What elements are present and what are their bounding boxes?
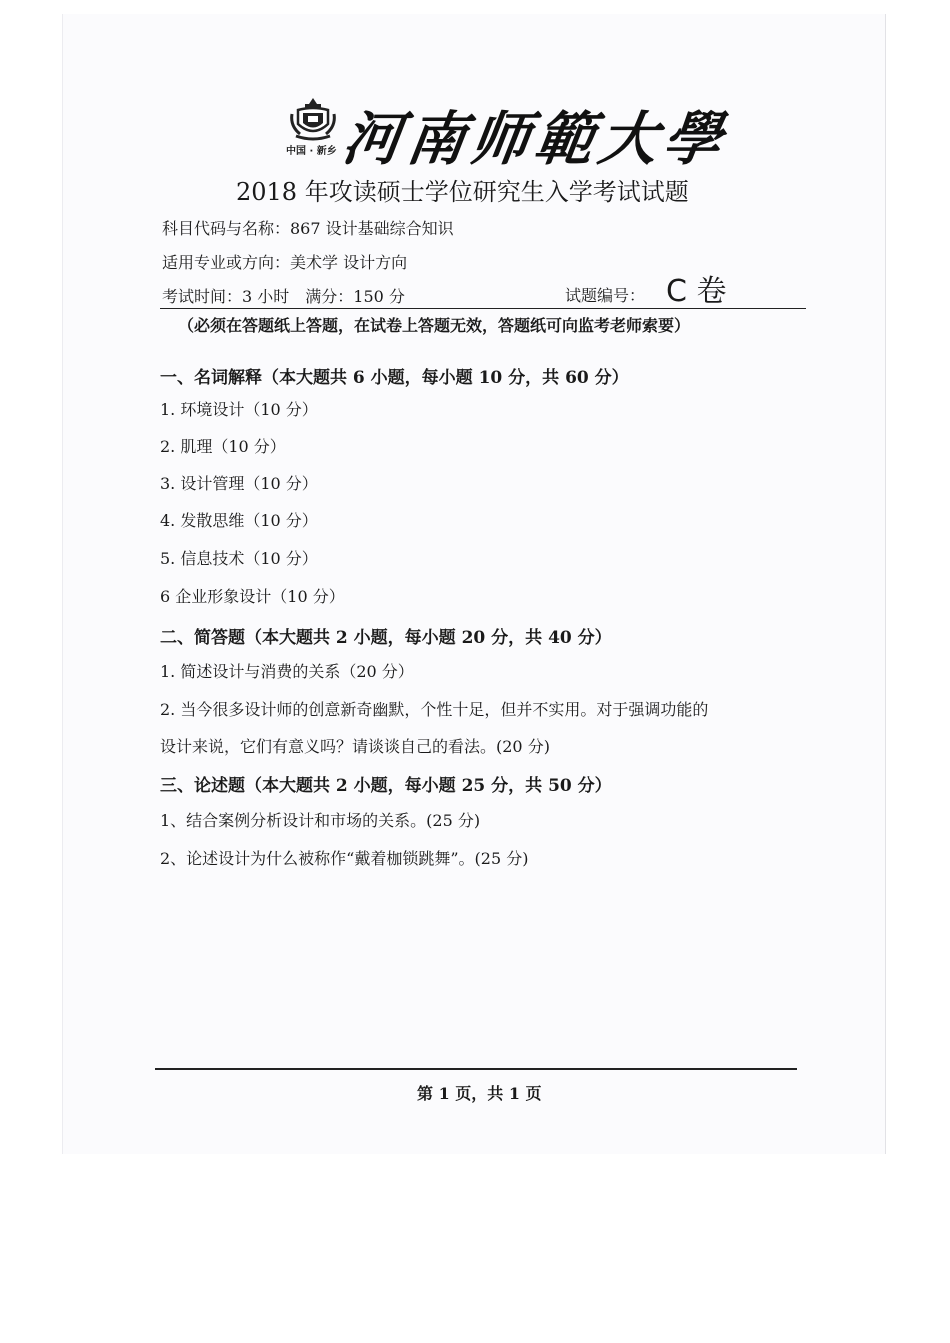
logo-caption: 中国 · 新乡: [286, 146, 337, 157]
question-item: 3. 设计管理（10 分）: [160, 474, 318, 493]
paper-number-label: 试题编号：: [565, 286, 646, 305]
question-item: 5. 信息技术（10 分）: [160, 549, 318, 568]
time-score-line: 考试时间：3 小时 满分：150 分: [162, 287, 405, 306]
university-emblem-icon: [288, 96, 338, 142]
question-item: 1、结合案例分析设计和市场的关系。(25 分): [160, 811, 481, 830]
footer-divider: [155, 1068, 797, 1070]
question-item: 设计来说，它们有意义吗？请谈谈自己的看法。(20 分): [160, 737, 550, 756]
section-heading: 二、简答题（本大题共 2 小题，每小题 20 分，共 40 分）: [160, 628, 612, 648]
section-heading: 三、论述题（本大题共 2 小题，每小题 25 分，共 50 分）: [160, 776, 612, 796]
answer-notice: （必须在答题纸上答题，在试卷上答题无效，答题纸可向监考老师索要）: [178, 316, 691, 335]
major-line: 适用专业或方向：美术学 设计方向: [162, 253, 408, 272]
paper-code: C 卷: [666, 274, 727, 309]
university-name-logo: 河南师範大學: [338, 105, 733, 173]
question-item: 2、论述设计为什么被称作“戴着枷锁跳舞”。(25 分): [160, 849, 529, 868]
page-number: 第 1 页，共 1 页: [417, 1084, 542, 1103]
section-heading: 一、名词解释（本大题共 6 小题，每小题 10 分，共 60 分）: [160, 368, 629, 388]
subject-line: 科目代码与名称：867 设计基础综合知识: [162, 219, 454, 238]
question-item: 1. 简述设计与消费的关系（20 分）: [160, 662, 414, 681]
question-item: 2. 当今很多设计师的创意新奇幽默，个性十足，但并不实用。对于强调功能的: [160, 700, 709, 719]
question-item: 4. 发散思维（10 分）: [160, 511, 318, 530]
exam-title: 2018 年攻读硕士学位研究生入学考试试题: [236, 178, 689, 206]
question-item: 2. 肌理（10 分）: [160, 437, 286, 456]
question-item: 6 企业形象设计（10 分）: [160, 587, 345, 606]
header-divider: [160, 308, 806, 309]
question-item: 1. 环境设计（10 分）: [160, 400, 318, 419]
